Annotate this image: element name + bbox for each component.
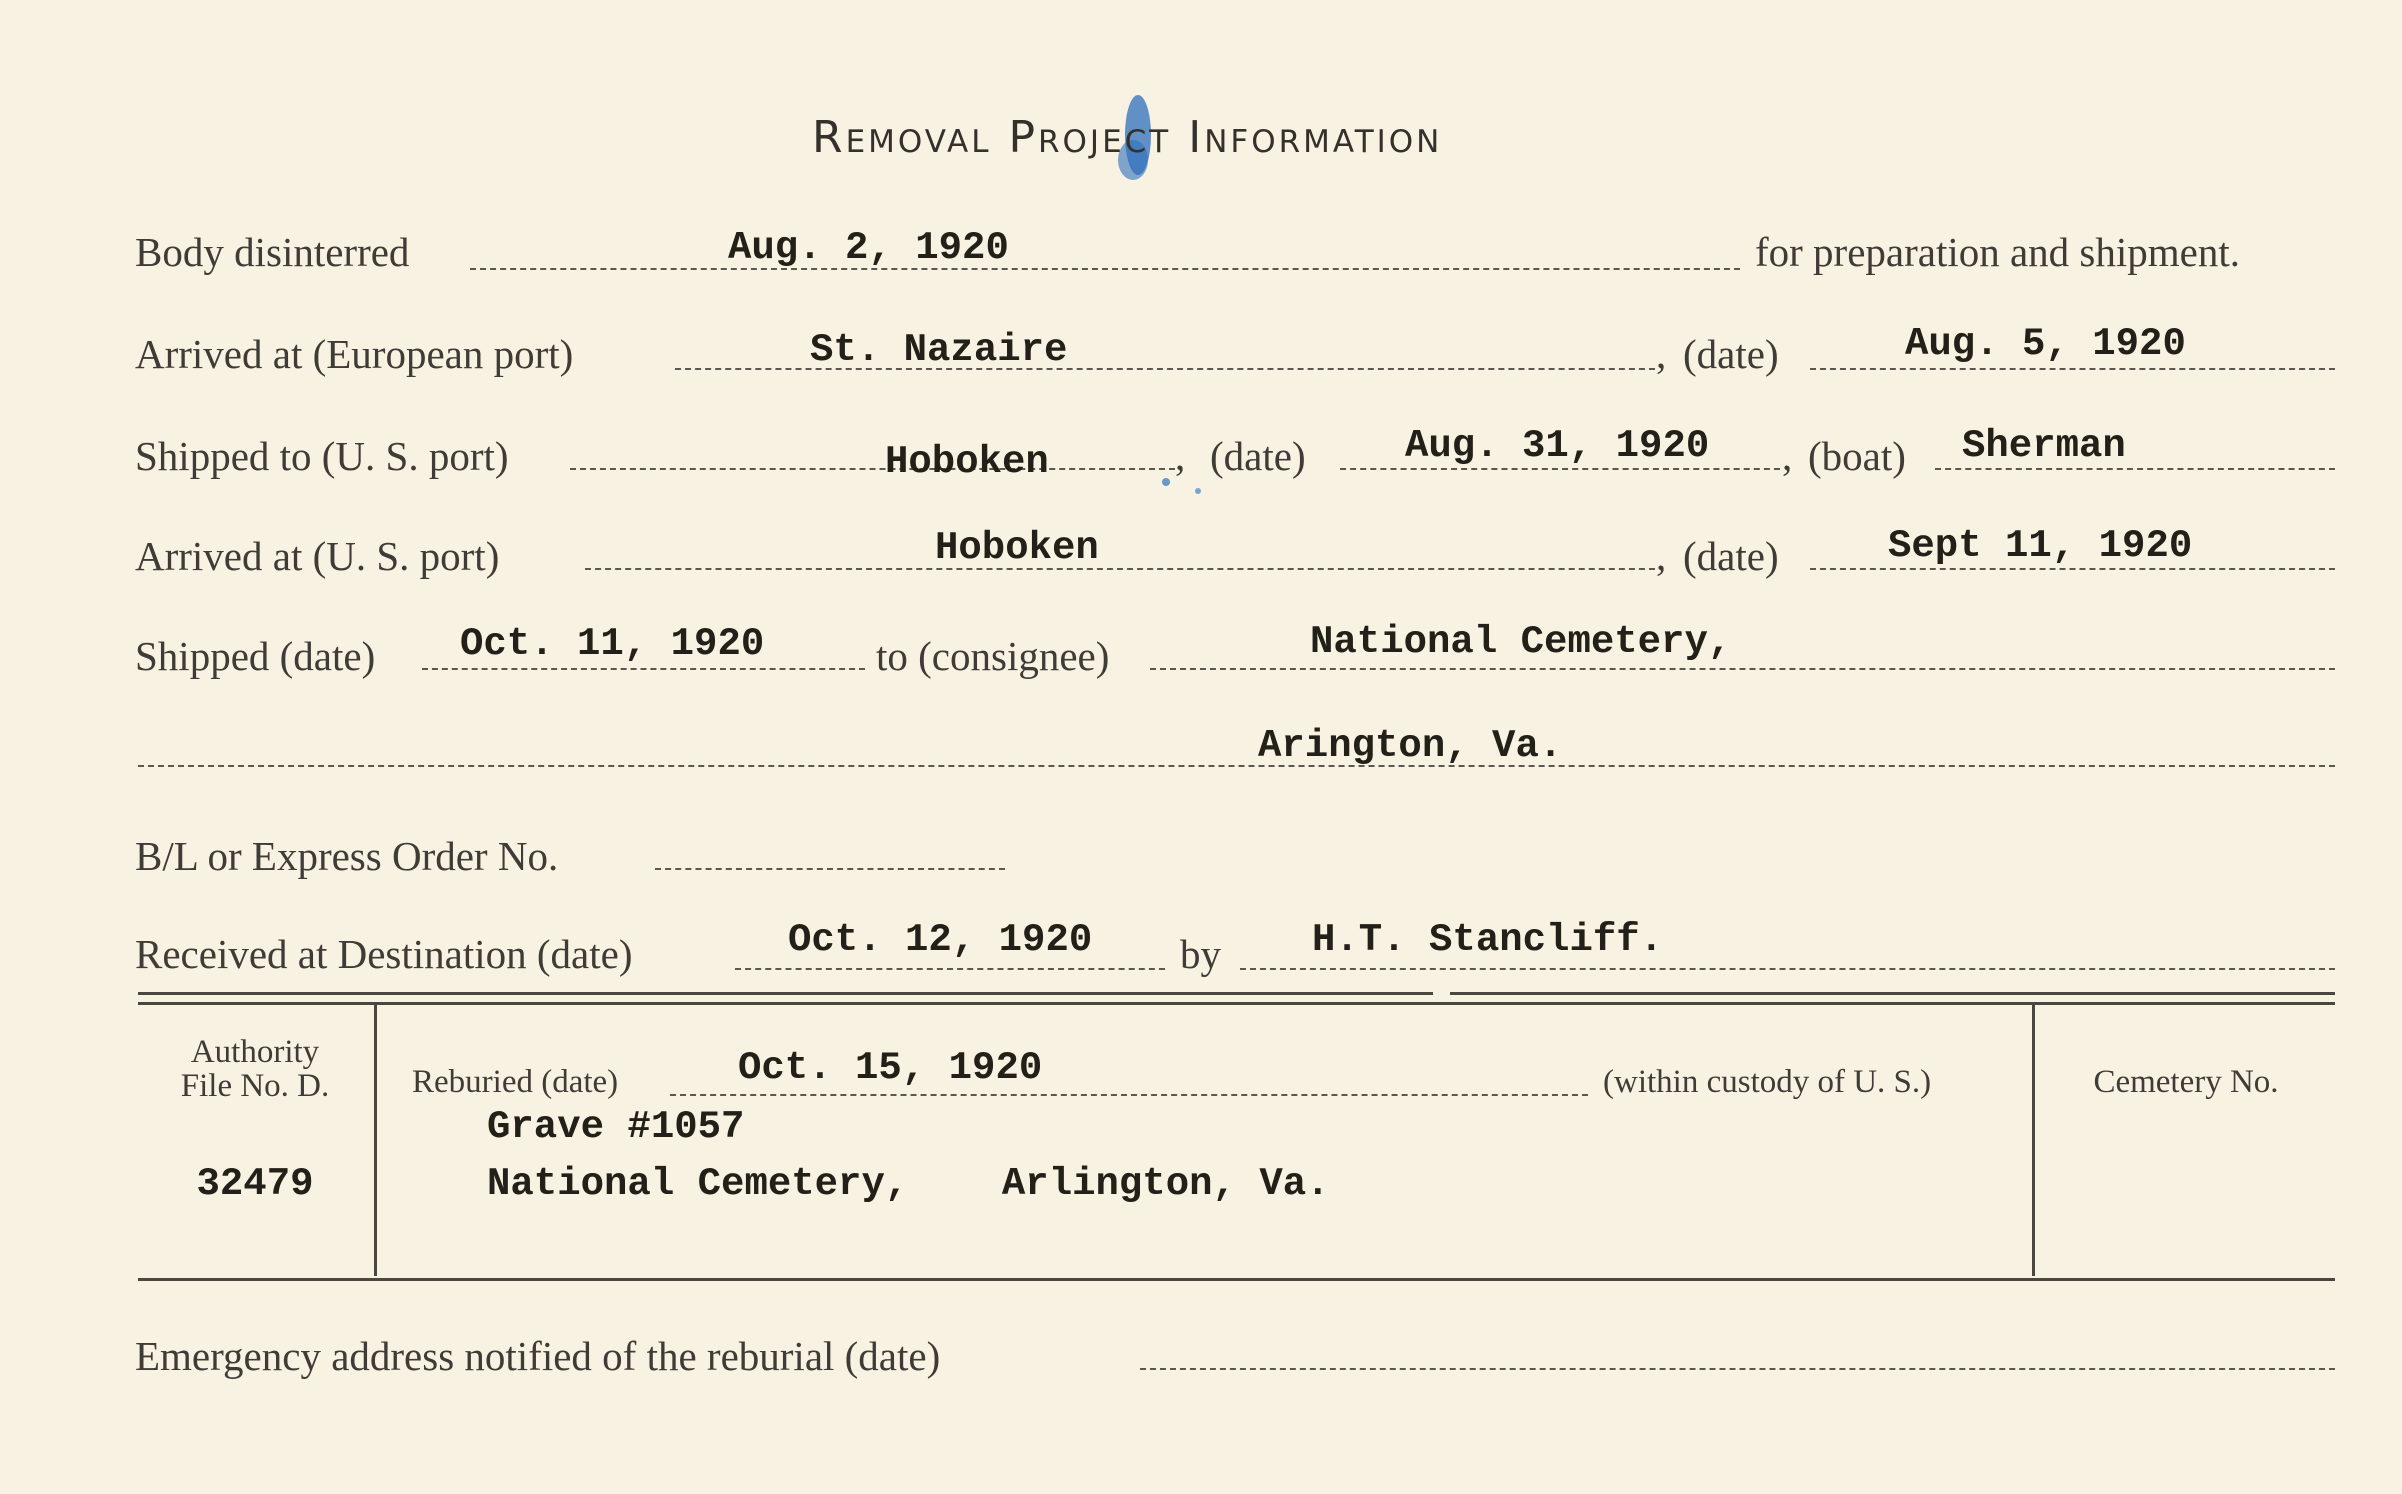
- ink-stain: [1195, 488, 1201, 494]
- label-for-preparation: for preparation and shipment.: [1755, 229, 2241, 275]
- label-to-consignee: to (consignee): [876, 633, 1110, 679]
- value-received-date: Oct. 12, 1920: [788, 918, 1093, 962]
- label-date: (date): [1683, 331, 1779, 377]
- label-shipped-to-us: Shipped to (U. S. port): [135, 433, 509, 479]
- label-received-dest: Received at Destination (date): [135, 931, 633, 977]
- label-arrived-european: Arrived at (European port): [135, 331, 574, 377]
- value-boat: Sherman: [1962, 424, 2126, 468]
- value-us-arrival-date: Sept 11, 1920: [1888, 524, 2193, 568]
- label-authority: Authority: [190, 1034, 320, 1070]
- box-top-rule: [138, 992, 1433, 995]
- line-shipped-us-port: [570, 468, 1175, 470]
- value-grave-location: National Cemetery, Arlington, Va.: [487, 1162, 1330, 1206]
- comma: ,: [1656, 331, 1667, 377]
- value-received-by: H.T. Stancliff.: [1312, 918, 1664, 962]
- value-shipped-date: Oct. 11, 1920: [460, 622, 765, 666]
- label-boat: (boat): [1808, 433, 1906, 479]
- value-us-port-arrived: Hoboken: [935, 526, 1099, 570]
- line-received-by: [1240, 968, 2335, 970]
- line-disinterred: [470, 268, 1740, 270]
- value-european-port: St. Nazaire: [810, 328, 1068, 372]
- comma: ,: [1782, 433, 1793, 479]
- value-european-arrival-date: Aug. 5, 1920: [1905, 322, 2186, 366]
- label-shipped-date: Shipped (date): [135, 633, 376, 679]
- label-by: by: [1180, 931, 1221, 977]
- line-reburied-date: [670, 1094, 1588, 1096]
- label-emergency: Emergency address notified of the reburial (date): [135, 1333, 941, 1379]
- value-shipped-to-us-date: Aug. 31, 1920: [1405, 424, 1710, 468]
- line-european-date: [1810, 368, 2335, 370]
- value-consignee-line2: Arington, Va.: [1258, 724, 1563, 768]
- value-disinterred-date: Aug. 2, 1920: [728, 226, 1009, 270]
- label-body-disinterred: Body disinterred: [135, 229, 410, 275]
- label-bl-order: B/L or Express Order No.: [135, 833, 559, 879]
- box-divider: [374, 1004, 377, 1276]
- value-us-port-shipped: Hoboken: [885, 440, 1049, 484]
- label-file-no: File No. D.: [180, 1068, 330, 1104]
- line-consignee: [1150, 668, 2335, 670]
- label-reburied-date: Reburied (date): [412, 1064, 619, 1100]
- value-grave: Grave #1057: [487, 1105, 745, 1149]
- line-bl-order: [655, 868, 1005, 870]
- label-date: (date): [1683, 533, 1779, 579]
- line-shipped-us-date: [1340, 468, 1780, 470]
- box-divider: [2032, 1004, 2035, 1276]
- label-within-custody: (within custody of U. S.): [1603, 1064, 1932, 1100]
- ink-stain: [1162, 478, 1170, 486]
- box-bottom-rule: [138, 1278, 2335, 1281]
- box-top-rule: [1450, 992, 2335, 995]
- line-emergency: [1140, 1368, 2335, 1370]
- value-reburied-date: Oct. 15, 1920: [738, 1046, 1043, 1090]
- comma: ,: [1656, 533, 1667, 579]
- label-date: (date): [1210, 433, 1306, 479]
- value-consignee-line1: National Cemetery,: [1310, 620, 1732, 664]
- box-top-rule: [138, 1002, 2335, 1005]
- line-shipped-date: [422, 668, 865, 670]
- line-boat: [1935, 468, 2335, 470]
- line-arrived-us-port: [585, 568, 1655, 570]
- label-cemetery-no: Cemetery No.: [2093, 1064, 2279, 1100]
- line-received-date: [735, 968, 1165, 970]
- comma: ,: [1175, 433, 1186, 479]
- label-arrived-us: Arrived at (U. S. port): [135, 533, 500, 579]
- line-arrived-us-date: [1810, 568, 2335, 570]
- card-title: Removal Project Information: [812, 112, 1443, 163]
- line-consignee-2: [138, 765, 2335, 767]
- value-authority-file-no: 32479: [196, 1162, 314, 1206]
